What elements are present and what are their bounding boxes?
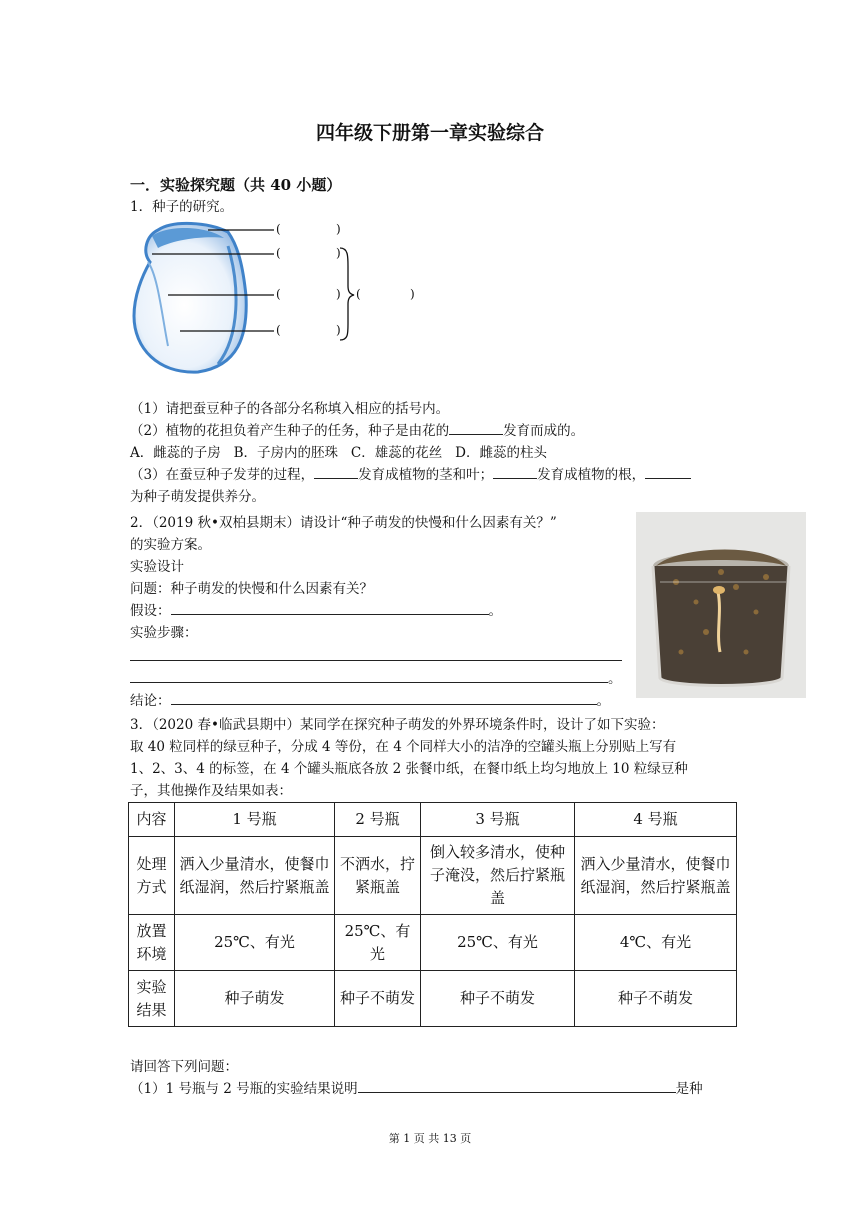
table-header-row	[129, 803, 737, 837]
table-cell: 25℃、有光	[335, 915, 421, 971]
label-paren-open: (	[276, 287, 281, 301]
table-header-cell: 2 号瓶	[335, 803, 421, 837]
option-b[interactable]: B．子房内的胚珠	[233, 445, 339, 461]
q2-hypothesis: 假设： 。	[130, 600, 502, 622]
label-paren-open: (	[356, 287, 361, 301]
q3-answer-prompt: 请回答下列问题：	[130, 1059, 238, 1075]
table-cell: 洒入少量清水，使餐巾纸湿润，然后拧紧瓶盖	[575, 837, 737, 915]
q3-answer-1: （1）1 号瓶与 2 号瓶的实验结果说明 是种	[130, 1078, 703, 1100]
label-paren-close: )	[336, 246, 341, 260]
q1-sub2: （2）植物的花担负着产生种子的任务，种子是由花的 发育而成的。	[130, 420, 584, 442]
table-cell: 处理方式	[129, 837, 175, 915]
q1-options	[130, 442, 547, 464]
table-row	[129, 915, 737, 971]
table-cell: 25℃、有光	[175, 915, 335, 971]
q3-stem-cont: 取 40 粒同样的绿豆种子，分成 4 等份，在 4 个同样大小的洁净的空罐头瓶上分别贴上写有	[130, 739, 677, 755]
table-header-cell: 4 号瓶	[575, 803, 737, 837]
table-cell: 种子萌发	[175, 971, 335, 1027]
q2-steps-line: 。	[130, 668, 622, 690]
table-cell: 种子不萌发	[421, 971, 575, 1027]
table-cell: 洒入少量清水，使餐巾纸湿润，然后拧紧瓶盖	[175, 837, 335, 915]
q2-design: 实验设计	[130, 559, 184, 575]
label-paren-close: )	[336, 222, 341, 236]
q3-stem-cont: 1、2、3、4 的标签，在 4 个罐头瓶底各放 2 张餐巾纸，在餐巾纸上均匀地放上 10 粒绿豆种	[130, 761, 688, 777]
table-header-cell: 3 号瓶	[421, 803, 575, 837]
label-paren-close: )	[336, 287, 341, 301]
answer-blank[interactable]	[493, 464, 537, 479]
q1-stem: 1．种子的研究。	[130, 199, 234, 215]
label-paren-close: )	[336, 323, 341, 337]
answer-blank[interactable]	[130, 646, 622, 661]
table-cell: 25℃、有光	[421, 915, 575, 971]
label-paren-open: (	[276, 222, 281, 236]
page-title: 四年级下册第一章实验综合	[315, 122, 544, 144]
table-cell: 种子不萌发	[575, 971, 737, 1027]
table-cell: 放置环境	[129, 915, 175, 971]
q1-sub3-cont: 为种子萌发提供养分。	[130, 489, 265, 505]
label-paren-close: )	[410, 287, 415, 301]
table-cell: 不洒水，拧紧瓶盖	[335, 837, 421, 915]
section-heading: 一．实验探究题（共 40 小题）	[130, 176, 342, 194]
answer-blank[interactable]	[171, 600, 489, 615]
q2-stem: 2．（2019 秋•双柏县期末）请设计“种子萌发的快慢和什么因素有关？”	[130, 515, 557, 531]
q2-question: 问题：种子萌发的快慢和什么因素有关？	[130, 581, 373, 597]
table-cell: 4℃、有光	[575, 915, 737, 971]
table-header-cell: 1 号瓶	[175, 803, 335, 837]
experiment-table	[128, 802, 737, 1027]
q2-steps: 实验步骤：	[130, 625, 198, 641]
table-row	[129, 837, 737, 915]
answer-blank[interactable]	[130, 668, 608, 683]
answer-blank[interactable]	[645, 464, 691, 479]
page-footer: 第 1 页 共 13 页	[388, 1132, 472, 1145]
label-paren-open: (	[276, 323, 281, 337]
option-c[interactable]: C．雄蕊的花丝	[350, 445, 443, 461]
q1-sub3: （3）在蚕豆种子发芽的过程， 发育成植物的茎和叶； 发育成植物的根，	[130, 464, 691, 486]
table-cell: 种子不萌发	[335, 971, 421, 1027]
q3-stem-cont: 子，其他操作及结果如表：	[130, 783, 292, 799]
table-cell: 实验结果	[129, 971, 175, 1027]
q2-stem-cont: 的实验方案。	[130, 537, 211, 553]
label-paren-open: (	[276, 246, 281, 260]
option-a[interactable]: A．雌蕊的子房	[130, 445, 221, 461]
answer-blank[interactable]	[314, 464, 358, 479]
answer-blank[interactable]	[358, 1078, 676, 1093]
answer-blank[interactable]	[449, 420, 503, 435]
table-header-cell: 内容	[129, 803, 175, 837]
seed-germination-photo	[636, 512, 806, 698]
q3-stem: 3．（2020 春•临武县期中）某同学在探究种子萌发的外界环境条件时，设计了如下实验：	[130, 717, 665, 733]
table-row	[129, 971, 737, 1027]
answer-blank[interactable]	[171, 690, 597, 705]
table-cell: 倒入较多清水，使种子淹没，然后拧紧瓶盖	[421, 837, 575, 915]
q2-conclusion: 结论： 。	[130, 690, 610, 712]
option-d[interactable]: D．雌蕊的柱头	[455, 445, 547, 461]
q1-sub1: （1）请把蚕豆种子的各部分名称填入相应的括号内。	[130, 401, 450, 417]
